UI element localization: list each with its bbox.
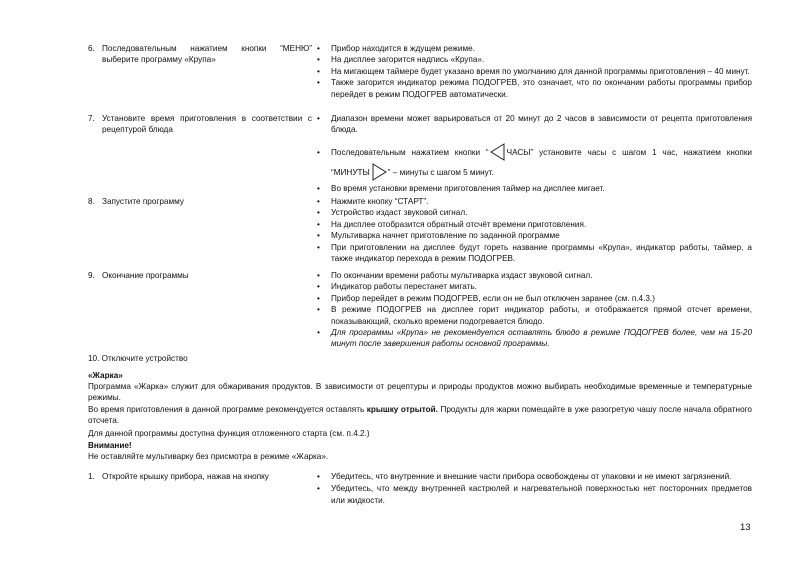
list-item: • На дисплее отобразится обратный отсчёт времени приготовления. (316, 219, 752, 230)
list-item: • Индикатор работы перестанет мигать. (316, 281, 752, 292)
step-9-bullets (316, 270, 752, 350)
step-10 (88, 353, 188, 364)
triangle-left-icon (490, 143, 506, 161)
step-text: Откройте крышку прибора, нажав на кнопку (102, 472, 269, 481)
fry-step-1-bullets (316, 471, 752, 506)
list-item: • Убедитесь, что внутренние и внешние части прибора освобождены от упаковки и не имеют загрязнений. (316, 471, 752, 482)
step-number: 1. (88, 472, 95, 481)
section-paragraph-3: Для данной программы доступна функция отложенного старта (см. п.4.2.) (88, 429, 370, 438)
p2-text-a: Во время приготовления в данной программе рекомендуется оставлять (88, 405, 367, 414)
hours-text-c: ” – минуты с шагом 5 минут. (387, 167, 494, 177)
list-item: • Убедитесь, что между внутренней кастрюлей и нагревательной поверхностью нет посторонних предметов или жидкости. (316, 483, 752, 506)
list-item: • Нажмите кнопку “СТАРТ”. (316, 196, 752, 207)
step-number: 6. (88, 44, 95, 53)
step-6-bullets (316, 43, 752, 100)
warning-text: Не оставляйте мультиварку без присмотра в режиме «Жарка». (88, 452, 329, 461)
list-item: • Мультиварка начнет приготовление по заданной программе (316, 230, 752, 241)
step-text: Установите время приготовления в соответствии с рецептурой блюда (102, 114, 312, 135)
list-item: • По окончании времени работы мультиварка издаст звуковой сигнал. (316, 270, 752, 281)
p2-bold-text: крышку отрытой. (366, 405, 438, 414)
list-item (316, 143, 752, 183)
triangle-right-icon (371, 163, 387, 181)
step-7-bullets (316, 113, 752, 194)
step-number: 7. (88, 114, 95, 123)
list-item: • Во время установки времени приготовления таймер на дисплее мигает. (316, 183, 752, 194)
list-item: • При приготовлении на дисплее будут гореть название программы «Крупа», индикатор работы, таймер, а также индикатор перехода в режим ПОДОГРЕВ. (316, 242, 752, 265)
section-paragraph-2 (88, 404, 752, 427)
section-paragraph-1: Программа «Жарка» служит для обжаривания продуктов. В зависимости от рецептуры и природы продуктов можно выбирать необходимые временные и температурные режимы. (88, 382, 752, 403)
step-number: 9. (88, 271, 95, 280)
list-item: • Диапазон времени может варьироваться от 20 минут до 2 часов в зависимости от рецепта приготовления блюда. (316, 113, 752, 136)
step-text: Последовательным нажатием кнопки “МЕНЮ” выберите программу «Крупа» (102, 44, 312, 65)
step-8-bullets (316, 196, 752, 264)
list-item: • Устройство издаст звуковой сигнал. (316, 207, 752, 218)
step-text: Окончание программы (102, 271, 189, 280)
page-number: 13 (740, 522, 751, 533)
step-text: Запустите программу (102, 197, 184, 206)
list-item: • Также загорится индикатор режима ПОДОГРЕВ, это означает, что по окончании работы программы прибор перейдет в режим ПОДОГРЕВ автоматически. (316, 77, 752, 100)
list-item: • Прибор находится в ждущем режиме. (316, 43, 752, 54)
section-title: «Жарка» (88, 371, 123, 380)
step-number: 8. (88, 197, 95, 206)
warning-title: Внимание! (88, 441, 132, 450)
step-number: 10. (88, 354, 100, 363)
hours-text-b: ЧАСЫ” установите часы с шагом 1 час, нажатием кнопки “МИНУТЫ (331, 147, 752, 177)
p2-text-c: Продукты для жарки помещайте в уже разогретую чашу после начала обратного отсчета. (88, 405, 752, 426)
step-text: Отключите устройство (101, 354, 188, 363)
list-item-italic-note: • Для программы «Крупа» не рекомендуется оставлять блюдо в режиме ПОДОГРЕВ более, чем на 15-20 минут после завершения работы основной программы. (316, 327, 752, 350)
list-item: • На дисплее загорится надпись «Крупа». (316, 54, 752, 65)
list-item: • Прибор перейдет в режим ПОДОГРЕВ, если он не был отключен заранее (см. п.4.3.) (316, 293, 752, 304)
list-item: • На мигающем таймере будет указано время по умолчанию для данной программы приготовления – 40 минут. (316, 66, 752, 77)
hours-text-a: Последовательным нажатием кнопки “ (331, 147, 489, 157)
list-item: • В режиме ПОДОГРЕВ на дисплее горит индикатор работы, и отображается прямой отсчет времени, показывающий, сколько времени подогревается блюдо. (316, 304, 752, 327)
